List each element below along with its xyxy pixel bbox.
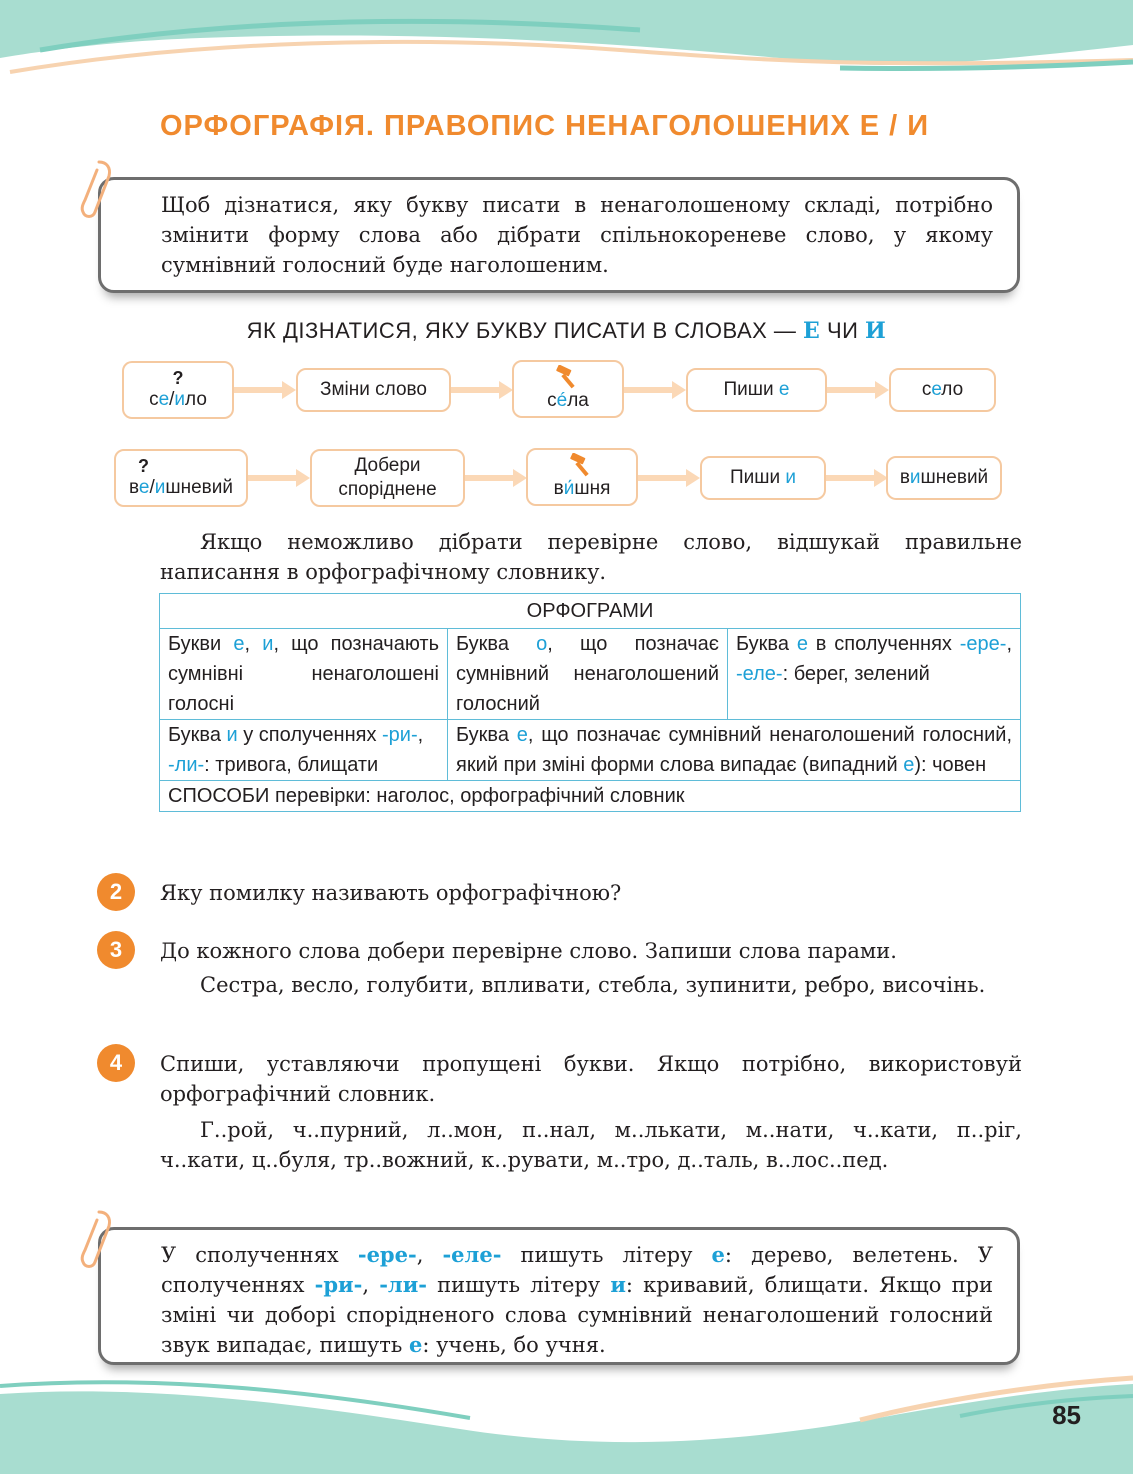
top-wave-decoration (0, 0, 1133, 90)
question-mark: ? (172, 368, 184, 388)
word-with-doubt: се/ило (149, 389, 207, 410)
hammer-icon (553, 365, 583, 389)
table-cell: Букви е, и, що позначають сумнівні ненаголошені голосні (160, 629, 448, 720)
table-footer: СПОСОБИ перевірки: наголос, орфографічний словник (160, 781, 1021, 812)
table-cell: Буква и у сполученнях -ри-, -ли-: тривога, блищати (160, 720, 448, 781)
action-label-line2: споріднене (338, 479, 437, 500)
dictionary-note (160, 527, 1022, 587)
rule-text: Щоб дізнатися, яку букву писати в ненаголошеному складі, потрібно змінити форму слова або дібрати спільнокореневе слово, у якому сумнівний голосний буде наголошеним. (161, 193, 993, 277)
question-mark: ? (138, 456, 149, 476)
arrow-right-icon (451, 379, 513, 401)
task-words: Г..рой, ч..пурний, л..мон, п..нал, м..лькати, м..нати, ч..кати, п..ріг, ч..кати, ц..буля, тр..вожний, к..рувати, м..тро, д..таль, в..лос..пед. (160, 1118, 1022, 1172)
table-header: ОРФОГРАМИ (160, 594, 1021, 629)
page-number: 85 (1052, 1400, 1081, 1430)
task-2 (160, 878, 1022, 908)
flow-action-box-1 (296, 368, 451, 412)
result-word: вишневий (899, 467, 989, 488)
orthogram-table (159, 593, 1021, 812)
arrow-right-icon (248, 467, 310, 489)
hammer-icon (567, 453, 597, 477)
flow-word-box-1 (122, 361, 234, 419)
flow-check-box-2 (526, 448, 638, 506)
task-3 (160, 936, 1022, 1000)
arrow-right-icon (638, 467, 700, 489)
check-word: сéла (547, 390, 589, 411)
write-label: Пиши и (729, 467, 797, 488)
flow-check-box-1 (512, 360, 624, 418)
task-4 (160, 1049, 1022, 1175)
rule-box-main (98, 177, 1020, 293)
scheme-letter-e: Е (803, 318, 821, 344)
scheme-title-text: ЯК ДІЗНАТИСЯ, ЯКУ БУКВУ ПИСАТИ В СЛОВАХ — (246, 318, 797, 343)
task-number-badge: 3 (97, 931, 135, 969)
task-text: Яку помилку називають орфографічною? (160, 881, 622, 905)
task-text: До кожного слова добери перевірне слово. Запиши слова парами. (160, 939, 897, 963)
summary-rule-text: У сполученнях -ере-, -еле- пишуть літеру е: дерево, велетень. У сполученнях -ри-, -ли- пишуть літеру и: кривавий, блищати. Якщо при зміні чи доборі спорідненого слова сумнівний ненаголошений голосний звук випадає, пишуть е: учень, бо учня. (161, 1242, 994, 1357)
word-with-doubt: ве/ишневий (129, 477, 233, 498)
table-cell: Буква о, що позначає сумнівний ненаголошений голосний (448, 629, 728, 720)
scheme-letter-y: И (865, 318, 887, 344)
scheme-conj: ЧИ (826, 318, 859, 343)
paperclip-icon (73, 1208, 117, 1272)
arrow-right-icon (465, 467, 527, 489)
task-number-badge: 2 (97, 873, 135, 911)
table-cell: Буква е в сполученнях -ере-, -еле-: берег, зелений (728, 629, 1021, 720)
page-title: ОРФОГРАФІЯ. ПРАВОПИС НЕНАГОЛОШЕНИХ Е / И (160, 110, 930, 142)
action-label-line1: Добери (354, 455, 421, 476)
flow-result-box-1 (889, 368, 996, 412)
dictionary-note-text: Якщо неможливо дібрати перевірне слово, відшукай правильне написання в орфографічному словнику. (160, 530, 1022, 584)
paperclip-icon (73, 158, 117, 222)
scheme-title (0, 318, 1133, 344)
arrow-right-icon (234, 379, 296, 401)
table-cell: Буква е, що позначає сумнівний ненаголошений голосний, який при зміні форми слова випадає (випадний е): човен (448, 720, 1021, 781)
arrow-right-icon (826, 467, 888, 489)
check-word: ви́шня (553, 478, 611, 499)
task-number-badge: 4 (97, 1044, 135, 1082)
flow-result-box-2 (886, 456, 1002, 500)
action-label: Зміни слово (320, 379, 427, 400)
task-words: Сестра, весло, голубити, впливати, стебла, зупинити, ребро, височінь. (200, 973, 986, 997)
flow-word-box-2 (114, 449, 248, 507)
arrow-right-icon (624, 379, 686, 401)
flow-action-box-2 (310, 449, 465, 507)
flow-write-box-1 (686, 368, 827, 412)
flow-write-box-2 (700, 456, 826, 500)
task-text: Спиши, уставляючи пропущені букви. Якщо потрібно, використовуй орфографічний словник. (160, 1052, 1022, 1106)
bottom-wave-decoration (0, 1344, 1133, 1474)
write-label: Пиши е (723, 379, 790, 400)
arrow-right-icon (827, 379, 889, 401)
result-word: село (921, 379, 964, 400)
